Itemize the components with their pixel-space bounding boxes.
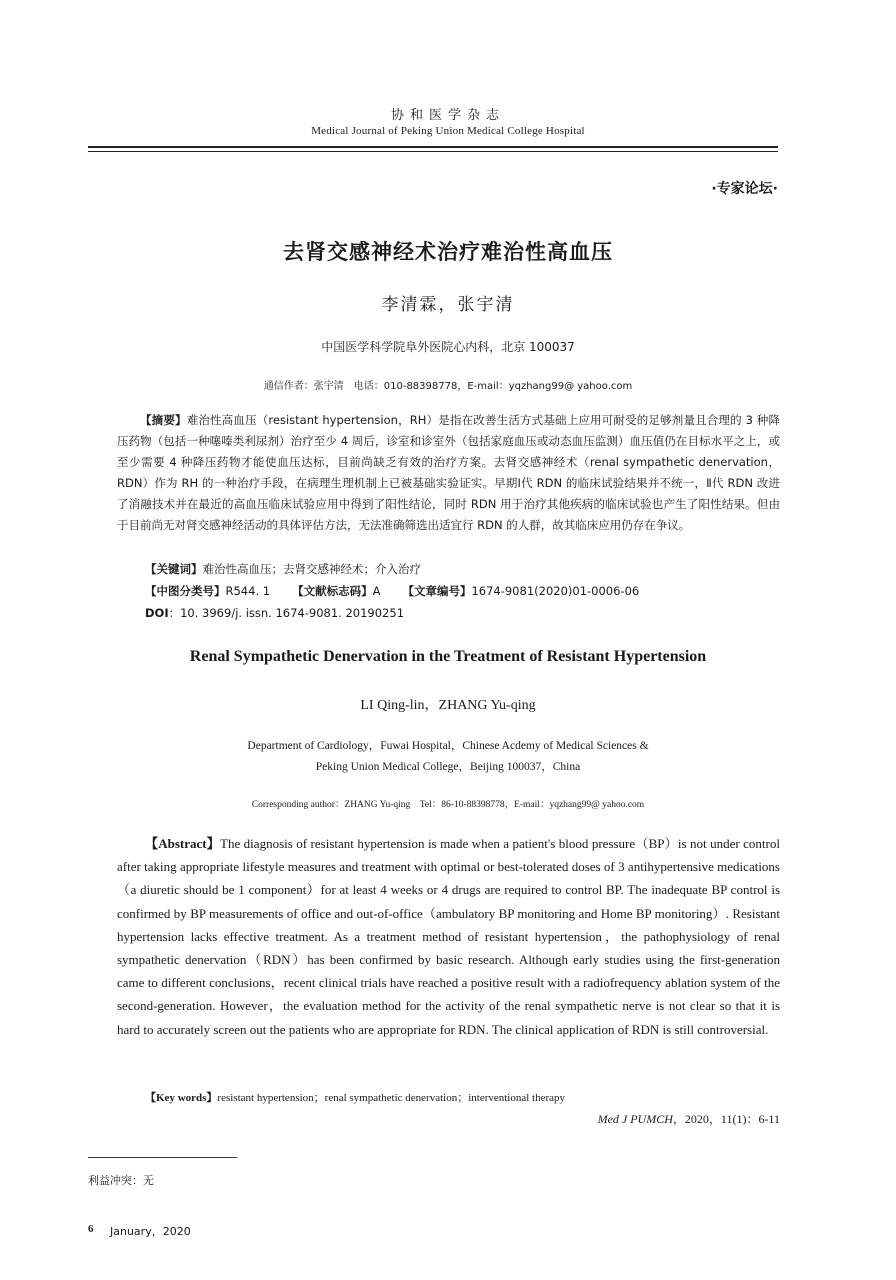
keywords-en-text: resistant hypertension；renal sympathetic denervation；interventional therapy [217,1092,566,1104]
corresponding-author-cn: 通信作者：张宇清 电话：010-88398778，E-mail：yqzhang99@ yahoo.com [263,381,633,392]
keywords-en [145,1089,565,1105]
classification-line [145,583,639,599]
citation-details: ，2020，11(1)：6-11 [672,1112,780,1126]
doc-code-value: A [372,584,381,598]
authors-en: LI Qing-lin，ZHANG Yu-qing [360,698,536,713]
affiliation-cn: 中国医学科学院阜外医院心内科，北京 100037 [321,340,575,354]
page-date: January，2020 [110,1225,191,1238]
citation [598,1110,780,1127]
keywords-cn [145,561,421,577]
affiliation-en-line1: Department of Cardiology，Fuwai Hospital，Chinese Acdemy of Medical Sciences & [247,740,649,752]
abstract-en-text: The diagnosis of resistant hypertension is made when a patient's blood pressure（BP）is not under control after taking appropriate lifestyle measures and treatment with optimal or best-tolerated doses of 3 antihypertensive medications（a diuretic should be 1 component）for at least 4 weeks or 4 drugs are required to control BP. The inadequate BP control is confirmed by BP measurements of office and out-of-office（ambulatory BP monitoring and Home BP monitoring）. Resistant hypertension lacks effective treatment. As a treatment method of resistant hypertension，the pathophysiology of renal sympathetic denervation（RDN）has been confirmed by basic research. Although early studies using the first-generation came to different conclusions，recent clinical trials have reached a positive result with a radiofrequency ablation system of the second-generation. However，the evaluation method for the activity of the renal sympathetic nerve is not clear so that it is hard to accurately screen out the patients who are appropriate for RDN. The clinical application of RDN is still controversial. [117,836,780,1037]
abstract-en [117,832,780,1041]
abstract-cn [117,410,780,536]
affiliation-en-line2: Peking Union Medical College，Beijing 100037，China [315,761,581,773]
page-number: 6 [88,1223,94,1235]
abstract-en-label: 【Abstract】 [145,836,221,851]
clc-label: 【中图分类号】 [145,584,226,598]
footnote-rule [88,1157,237,1158]
journal-title-en: Medical Journal of Peking Union Medical College Hospital [311,125,585,137]
conflict-of-interest: 利益冲突：无 [88,1174,154,1187]
corresponding-author-en: Corresponding author：ZHANG Yu-qing Tel：86-10-88398778，E-mail：yqzhang99@ yahoo.com [251,800,645,810]
keywords-cn-label: 【关键词】 [145,562,203,576]
authors-cn: 李清霖，张宇清 [381,295,515,315]
clc-value: R544. 1 [225,584,271,598]
abstract-cn-label: 【摘要】 [140,413,187,427]
article-number-value: 1674-9081(2020)01-0006-06 [471,584,640,598]
doi-line [145,605,404,621]
doc-code-label: 【文献标志码】 [292,584,373,598]
journal-title-cn: 协和医学杂志 [390,108,505,123]
keywords-en-label: 【Key words】 [145,1092,218,1104]
keywords-cn-text: 难治性高血压；去肾交感神经术；介入治疗 [202,562,421,576]
doi-value: ：10. 3969/j. issn. 1674-9081. 20190251 [168,606,405,620]
header-rule-thick [88,146,778,148]
section-label: ·专家论坛· [711,181,778,197]
doi-label: DOI [145,606,169,620]
article-title-en: Renal Sympathetic Denervation in the Treatment of Resistant Hypertension [189,648,707,665]
abstract-cn-text: 难治性高血压（resistant hypertension，RH）是指在改善生活方式基础上应用可耐受的足够剂量且合理的 3 种降压药物（包括一种噻嗪类利尿剂）治疗至少 4 周后，诊室和诊室外（包括家庭血压或动态血压监测）血压值仍在目标水平之上，或至少需要 4 种降压药物才能使血压达标，目前尚缺乏有效的治疗方案。去肾交感神经术（renal sympathetic denervation，RDN）作为 RH 的一种治疗手段，在病理生理机制上已被基础实验证实。早期Ⅰ代 RDN 的临床试验结果并不统一，Ⅱ代 RDN 改进了消融技术并在最近的高血压临床试验应用中得到了阳性结论，同时 RDN 用于治疗其他疾病的临床试验也产生了阳性结果。但由于目前尚无对肾交感神经活动的具体评估方法，无法准确筛选出适宜行 RDN 的人群，故其临床应用仍存在争议。 [117,413,780,532]
article-number-label: 【文章编号】 [402,584,472,598]
article-title-cn: 去肾交感神经术治疗难治性高血压 [283,240,613,264]
header-rule-thin [88,151,778,152]
citation-journal: Med J PUMCH [597,1112,673,1126]
